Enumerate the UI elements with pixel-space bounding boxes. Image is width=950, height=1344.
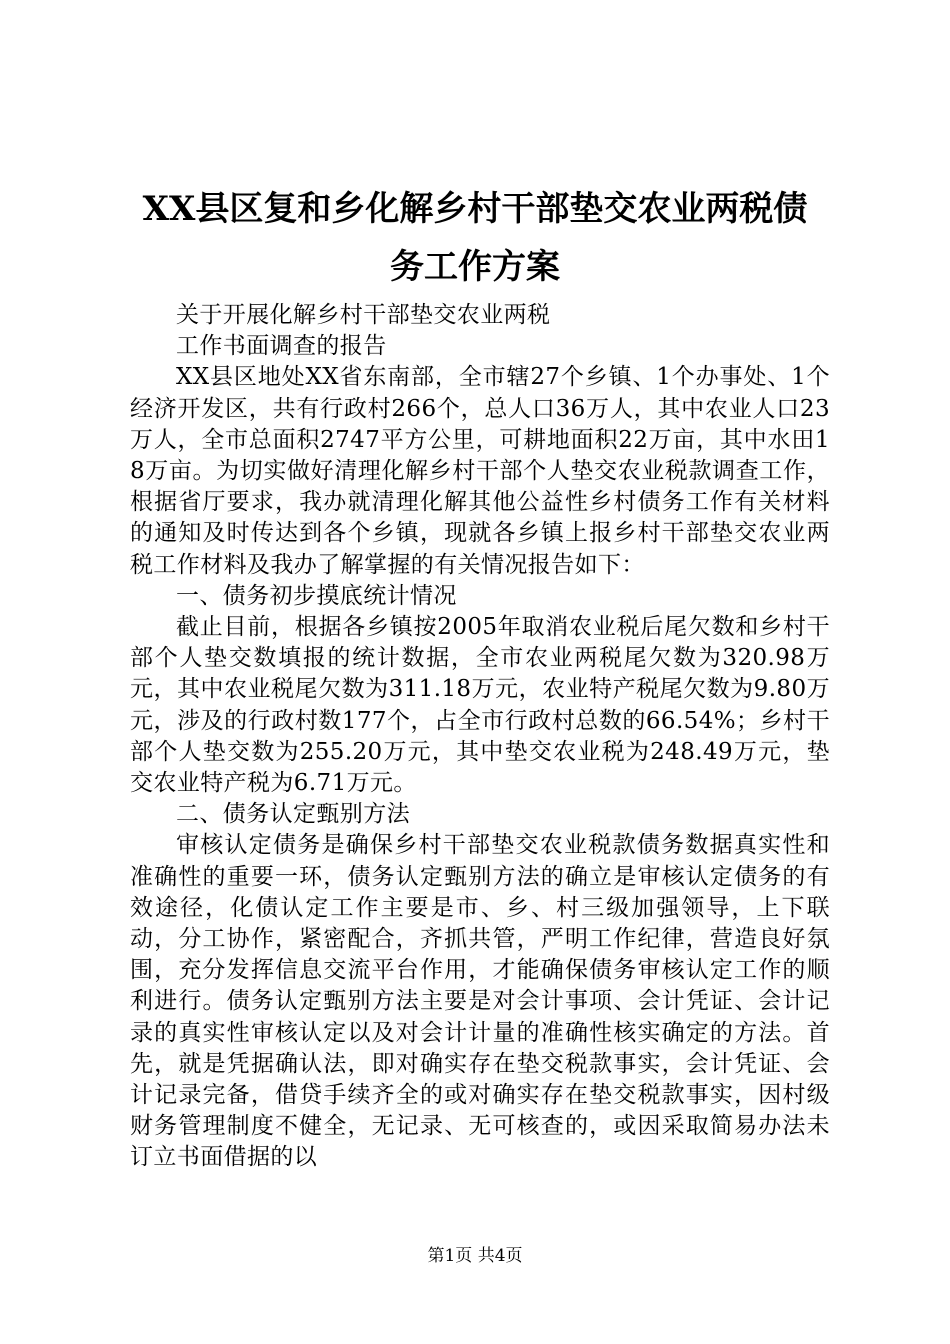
paragraph-overview: XX县区地处XX省东南部，全市辖27个乡镇、1个办事处、1个经济开发区，共有行政村266个，总人口36万人，其中农业人口23万人，全市总面积2747平方公里，可耕地面积22万亩，其中水田18万亩。为切实做好清理化解乡村干部个人垫交农业税款调查工作，根据省厅要求，我办就清理化解其他公益性乡村债务工作有关材料的通知及时传达到各个乡镇，现就各乡镇上报乡村干部垫交农业两税工作材料及我办了解掌握的有关情况报告如下： xyxy=(130,364,830,578)
paragraph-subtitle-2: 工作书面调查的报告 xyxy=(176,333,387,360)
paragraph-statistics: 截止目前，根据各乡镇按2005年取消农业税后尾欠数和乡村干部个人垫交数填报的统计数据，全市农业两税尾欠数为320.98万元，其中农业税尾欠数为311.18万元，农业特产税尾欠数为9.80万元，涉及的行政村数177个，占全市行政村总数的66.54%；乡村干部个人垫交数为255.20万元，其中垫交农业税为248.49万元，垫交农业特产税为6.71万元。 xyxy=(130,614,830,797)
section-heading-1: 一、债务初步摸底统计情况 xyxy=(176,582,457,609)
paragraph-methods: 审核认定债务是确保乡村干部垫交农业税款债务数据真实性和准确性的重要一环，债务认定甄别方法的确立是审核认定债务的有效途径，化债认定工作主要是市、乡、村三级加强领导，上下联动，分工协作，紧密配合，齐抓共管，严明工作纪律，营造良好氛围，充分发挥信息交流平台作用，才能确保债务审核认定工作的顺利进行。债务认定甄别方法主要是对会计事项、会计凭证、会计记录的真实性审核认定以及对会计计量的准确性核实确定的方法。首先，就是凭据确认法，即对确实存在垫交税款事实，会计凭证、会计记录完备，借贷手续齐全的或对确实存在垫交税款事实，因村级财务管理制度不健全，无记录、无可核查的，或因采取简易办法未订立书面借据的以 xyxy=(130,832,830,1171)
document-title-line-1: XX县区复和乡化解乡村干部垫交农业两税债 xyxy=(142,189,808,229)
section-heading-2: 二、债务认定甄别方法 xyxy=(176,801,410,828)
paragraph-subtitle-1: 关于开展化解乡村干部垫交农业两税 xyxy=(176,302,551,328)
document-title-line-2: 务工作方案 xyxy=(390,247,560,287)
document-body xyxy=(130,300,830,1174)
page-number-footer: 第1页 共4页 xyxy=(427,1246,523,1266)
